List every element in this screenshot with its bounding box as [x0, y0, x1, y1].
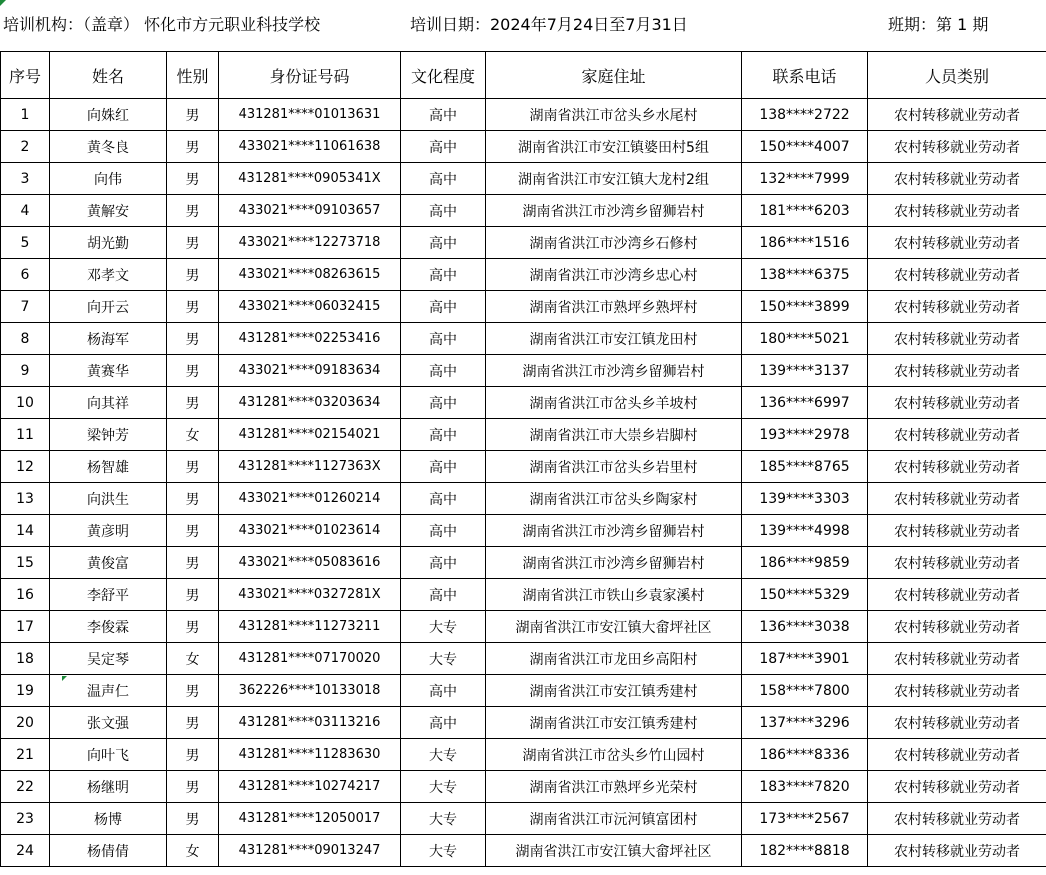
cell-name[interactable]: 李舒平 — [50, 579, 167, 611]
cell-category[interactable]: 农村转移就业劳动者 — [868, 227, 1046, 259]
cell-category[interactable]: 农村转移就业劳动者 — [868, 131, 1046, 163]
cell-phone[interactable]: 150****5329 — [742, 579, 868, 611]
cell-id[interactable]: 431281****1127363X — [219, 451, 401, 483]
cell-education[interactable]: 高中 — [401, 195, 486, 227]
cell-no[interactable]: 11 — [1, 419, 50, 451]
cell-phone[interactable]: 136****3038 — [742, 611, 868, 643]
cell-no[interactable]: 21 — [1, 739, 50, 771]
cell-address[interactable]: 湖南省洪江市岔头乡羊坡村 — [486, 387, 742, 419]
table-row — [1, 483, 1046, 515]
cell-gender[interactable]: 男 — [167, 707, 219, 739]
cell-phone[interactable]: 180****5021 — [742, 323, 868, 355]
cell-id[interactable]: 431281****11273211 — [219, 611, 401, 643]
cell-id[interactable]: 431281****01013631 — [219, 99, 401, 131]
cell-name[interactable]: 胡光勤 — [50, 227, 167, 259]
cell-phone[interactable]: 182****8818 — [742, 835, 868, 867]
cell-no[interactable]: 8 — [1, 323, 50, 355]
cell-name[interactable]: 杨海军 — [50, 323, 167, 355]
cell-comment-marker — [62, 676, 67, 681]
cell-gender[interactable]: 男 — [167, 291, 219, 323]
col-header-address[interactable]: 家庭住址 — [486, 52, 742, 99]
cell-category[interactable]: 农村转移就业劳动者 — [868, 195, 1046, 227]
cell-gender[interactable]: 男 — [167, 675, 219, 707]
cell-category[interactable]: 农村转移就业劳动者 — [868, 643, 1046, 675]
cell-address[interactable]: 湖南省洪江市沙湾乡留狮岩村 — [486, 195, 742, 227]
cell-address[interactable]: 湖南省洪江市大崇乡岩脚村 — [486, 419, 742, 451]
cell-address[interactable]: 湖南省洪江市铁山乡袁家溪村 — [486, 579, 742, 611]
col-header-id[interactable]: 身份证号码 — [219, 52, 401, 99]
cell-education[interactable]: 高中 — [401, 259, 486, 291]
cell-no[interactable]: 3 — [1, 163, 50, 195]
cell-gender[interactable]: 男 — [167, 579, 219, 611]
cell-no[interactable]: 5 — [1, 227, 50, 259]
cell-gender[interactable]: 男 — [167, 483, 219, 515]
cell-education[interactable]: 大专 — [401, 739, 486, 771]
cell-id[interactable]: 431281****0905341X — [219, 163, 401, 195]
cell-no[interactable]: 12 — [1, 451, 50, 483]
cell-gender[interactable]: 男 — [167, 771, 219, 803]
cell-category[interactable]: 农村转移就业劳动者 — [868, 675, 1046, 707]
table-row — [1, 163, 1046, 195]
cell-address[interactable]: 湖南省洪江市龙田乡高阳村 — [486, 643, 742, 675]
table-row — [1, 387, 1046, 419]
cell-name[interactable]: 杨博 — [50, 803, 167, 835]
cell-gender[interactable]: 男 — [167, 515, 219, 547]
table-row — [1, 419, 1046, 451]
cell-address[interactable]: 湖南省洪江市安江镇秀建村 — [486, 675, 742, 707]
cell-category[interactable]: 农村转移就业劳动者 — [868, 611, 1046, 643]
cell-category[interactable]: 农村转移就业劳动者 — [868, 419, 1046, 451]
cell-category[interactable]: 农村转移就业劳动者 — [868, 579, 1046, 611]
cell-phone[interactable]: 186****8336 — [742, 739, 868, 771]
cell-phone[interactable]: 181****6203 — [742, 195, 868, 227]
cell-gender[interactable]: 女 — [167, 419, 219, 451]
cell-phone[interactable]: 138****2722 — [742, 99, 868, 131]
cell-address[interactable]: 湖南省洪江市沙湾乡留狮岩村 — [486, 515, 742, 547]
cell-category[interactable]: 农村转移就业劳动者 — [868, 451, 1046, 483]
col-header-category[interactable]: 人员类别 — [868, 52, 1046, 99]
cell-education[interactable]: 高中 — [401, 451, 486, 483]
training-date: 培训日期：2024年7月24日至7月31日 — [410, 15, 688, 34]
cell-id[interactable]: 433021****06032415 — [219, 291, 401, 323]
cell-category[interactable]: 农村转移就业劳动者 — [868, 291, 1046, 323]
cell-education[interactable]: 高中 — [401, 547, 486, 579]
table-row — [1, 451, 1046, 483]
cell-phone[interactable]: 150****4007 — [742, 131, 868, 163]
cell-no[interactable]: 23 — [1, 803, 50, 835]
cell-phone[interactable]: 139****3303 — [742, 483, 868, 515]
col-header-phone[interactable]: 联系电话 — [742, 52, 868, 99]
cell-category[interactable]: 农村转移就业劳动者 — [868, 547, 1046, 579]
cell-no[interactable]: 13 — [1, 483, 50, 515]
cell-id[interactable]: 433021****0327281X — [219, 579, 401, 611]
cell-gender[interactable]: 男 — [167, 131, 219, 163]
cell-category[interactable]: 农村转移就业劳动者 — [868, 739, 1046, 771]
col-header-education[interactable]: 文化程度 — [401, 52, 486, 99]
cell-gender[interactable]: 男 — [167, 387, 219, 419]
cell-gender[interactable]: 男 — [167, 451, 219, 483]
cell-no[interactable]: 16 — [1, 579, 50, 611]
cell-gender[interactable]: 女 — [167, 835, 219, 867]
cell-gender[interactable]: 男 — [167, 739, 219, 771]
table-row — [1, 675, 1046, 707]
cell-id[interactable]: 362226****10133018 — [219, 675, 401, 707]
cell-education[interactable]: 高中 — [401, 131, 486, 163]
cell-education[interactable]: 高中 — [401, 323, 486, 355]
cell-address[interactable]: 湖南省洪江市沅河镇富团村 — [486, 803, 742, 835]
table-row — [1, 131, 1046, 163]
cell-address[interactable]: 湖南省洪江市岔头乡岩里村 — [486, 451, 742, 483]
table-row — [1, 771, 1046, 803]
cell-education[interactable]: 高中 — [401, 291, 486, 323]
table-row — [1, 515, 1046, 547]
col-header-no[interactable]: 序号 — [1, 52, 50, 99]
table-row — [1, 707, 1046, 739]
table-row — [1, 547, 1046, 579]
cell-id[interactable]: 433021****05083616 — [219, 547, 401, 579]
cell-name[interactable]: 向叶飞 — [50, 739, 167, 771]
sheet-header — [0, 0, 1046, 51]
cell-name[interactable]: 温声仁 — [50, 675, 167, 707]
cell-id[interactable]: 433021****09183634 — [219, 355, 401, 387]
cell-id[interactable]: 431281****02154021 — [219, 419, 401, 451]
cell-education[interactable]: 高中 — [401, 707, 486, 739]
cell-phone[interactable]: 158****7800 — [742, 675, 868, 707]
cell-category[interactable]: 农村转移就业劳动者 — [868, 771, 1046, 803]
table-row — [1, 579, 1046, 611]
cell-no[interactable]: 9 — [1, 355, 50, 387]
cell-education[interactable]: 高中 — [401, 387, 486, 419]
cell-address[interactable]: 湖南省洪江市岔头乡陶家村 — [486, 483, 742, 515]
cell-id[interactable]: 433021****09103657 — [219, 195, 401, 227]
cell-category[interactable]: 农村转移就业劳动者 — [868, 707, 1046, 739]
class-period: 班期：第 1 期 — [888, 15, 989, 34]
cell-education[interactable]: 高中 — [401, 355, 486, 387]
cell-id[interactable]: 431281****11283630 — [219, 739, 401, 771]
cell-phone[interactable]: 186****9859 — [742, 547, 868, 579]
cell-name[interactable]: 李俊霖 — [50, 611, 167, 643]
cell-gender[interactable]: 男 — [167, 99, 219, 131]
cell-category[interactable]: 农村转移就业劳动者 — [868, 323, 1046, 355]
cell-category[interactable]: 农村转移就业劳动者 — [868, 515, 1046, 547]
cell-category[interactable]: 农村转移就业劳动者 — [868, 835, 1046, 867]
cell-no[interactable]: 14 — [1, 515, 50, 547]
cell-category[interactable]: 农村转移就业劳动者 — [868, 259, 1046, 291]
cell-no[interactable]: 15 — [1, 547, 50, 579]
cell-phone[interactable]: 136****6997 — [742, 387, 868, 419]
cell-no[interactable]: 22 — [1, 771, 50, 803]
cell-phone[interactable]: 137****3296 — [742, 707, 868, 739]
cell-address[interactable]: 湖南省洪江市沙湾乡忠心村 — [486, 259, 742, 291]
cell-name[interactable]: 向开云 — [50, 291, 167, 323]
cell-id[interactable]: 433021****11061638 — [219, 131, 401, 163]
cell-name[interactable]: 吴定琴 — [50, 643, 167, 675]
cell-phone[interactable]: 132****7999 — [742, 163, 868, 195]
cell-no[interactable]: 1 — [1, 99, 50, 131]
cell-name[interactable]: 杨智雄 — [50, 451, 167, 483]
cell-phone[interactable]: 138****6375 — [742, 259, 868, 291]
cell-education[interactable]: 高中 — [401, 579, 486, 611]
cell-gender[interactable]: 男 — [167, 611, 219, 643]
table-row — [1, 803, 1046, 835]
table-row — [1, 611, 1046, 643]
training-org: 培训机构：（盖章） 怀化市方元职业科技学校 — [3, 15, 321, 34]
cell-address[interactable]: 湖南省洪江市熟坪乡光荣村 — [486, 771, 742, 803]
cell-education[interactable]: 高中 — [401, 419, 486, 451]
col-header-name[interactable]: 姓名 — [50, 52, 167, 99]
cell-phone[interactable]: 139****3137 — [742, 355, 868, 387]
cell-id[interactable]: 431281****09013247 — [219, 835, 401, 867]
cell-gender[interactable]: 女 — [167, 643, 219, 675]
cell-id[interactable]: 431281****03113216 — [219, 707, 401, 739]
cell-no[interactable]: 18 — [1, 643, 50, 675]
cell-category[interactable]: 农村转移就业劳动者 — [868, 483, 1046, 515]
cell-name[interactable]: 向伟 — [50, 163, 167, 195]
table-row — [1, 739, 1046, 771]
cell-id[interactable]: 433021****08263615 — [219, 259, 401, 291]
cell-phone[interactable]: 186****1516 — [742, 227, 868, 259]
cell-address[interactable]: 湖南省洪江市安江镇大畲坪社区 — [486, 611, 742, 643]
table-row — [1, 291, 1046, 323]
table-row — [1, 323, 1046, 355]
cell-name[interactable]: 向其祥 — [50, 387, 167, 419]
cell-education[interactable]: 大专 — [401, 771, 486, 803]
cell-name[interactable]: 黄赛华 — [50, 355, 167, 387]
cell-gender[interactable]: 男 — [167, 163, 219, 195]
cell-address[interactable]: 湖南省洪江市安江镇大畲坪社区 — [486, 835, 742, 867]
cell-no[interactable]: 2 — [1, 131, 50, 163]
cell-education[interactable]: 大专 — [401, 803, 486, 835]
cell-address[interactable]: 湖南省洪江市安江镇秀建村 — [486, 707, 742, 739]
cell-education[interactable]: 高中 — [401, 675, 486, 707]
table-row — [1, 355, 1046, 387]
table-row — [1, 259, 1046, 291]
cell-education[interactable]: 高中 — [401, 227, 486, 259]
cell-no[interactable]: 7 — [1, 291, 50, 323]
cell-category[interactable]: 农村转移就业劳动者 — [868, 387, 1046, 419]
cell-gender[interactable]: 男 — [167, 323, 219, 355]
cell-name[interactable]: 黄彦明 — [50, 515, 167, 547]
cell-no[interactable]: 6 — [1, 259, 50, 291]
cell-education[interactable]: 高中 — [401, 483, 486, 515]
table-row — [1, 195, 1046, 227]
cell-name[interactable]: 张文强 — [50, 707, 167, 739]
cell-no[interactable]: 17 — [1, 611, 50, 643]
cell-category[interactable]: 农村转移就业劳动者 — [868, 803, 1046, 835]
cell-gender[interactable]: 男 — [167, 195, 219, 227]
cell-id[interactable]: 431281****02253416 — [219, 323, 401, 355]
cell-address[interactable]: 湖南省洪江市安江镇大龙村2组 — [486, 163, 742, 195]
cell-education[interactable]: 大专 — [401, 611, 486, 643]
cell-address[interactable]: 湖南省洪江市岔头乡水尾村 — [486, 99, 742, 131]
cell-phone[interactable]: 187****3901 — [742, 643, 868, 675]
cell-no[interactable]: 20 — [1, 707, 50, 739]
cell-id[interactable]: 431281****03203634 — [219, 387, 401, 419]
col-header-gender[interactable]: 性别 — [167, 52, 219, 99]
table-row — [1, 227, 1046, 259]
cell-name[interactable]: 黄冬良 — [50, 131, 167, 163]
table-row — [1, 835, 1046, 867]
cell-name[interactable]: 黄俊富 — [50, 547, 167, 579]
cell-phone[interactable]: 193****2978 — [742, 419, 868, 451]
cell-name[interactable]: 向姝红 — [50, 99, 167, 131]
table-row — [1, 643, 1046, 675]
cell-education[interactable]: 大专 — [401, 643, 486, 675]
cell-phone[interactable]: 173****2567 — [742, 803, 868, 835]
cell-no[interactable]: 24 — [1, 835, 50, 867]
cell-address[interactable]: 湖南省洪江市沙湾乡留狮岩村 — [486, 355, 742, 387]
cell-address[interactable]: 湖南省洪江市安江镇婆田村5组 — [486, 131, 742, 163]
trainee-table — [0, 51, 1046, 867]
cell-address[interactable]: 湖南省洪江市熟坪乡熟坪村 — [486, 291, 742, 323]
cell-phone[interactable]: 139****4998 — [742, 515, 868, 547]
cell-category[interactable]: 农村转移就业劳动者 — [868, 355, 1046, 387]
cell-id[interactable]: 433021****01023614 — [219, 515, 401, 547]
cell-gender[interactable]: 男 — [167, 355, 219, 387]
cell-education[interactable]: 高中 — [401, 163, 486, 195]
cell-no[interactable]: 19 — [1, 675, 50, 707]
cell-address[interactable]: 湖南省洪江市沙湾乡石修村 — [486, 227, 742, 259]
cell-address[interactable]: 湖南省洪江市岔头乡竹山园村 — [486, 739, 742, 771]
cell-gender[interactable]: 男 — [167, 259, 219, 291]
cell-education[interactable]: 高中 — [401, 515, 486, 547]
cell-phone[interactable]: 183****7820 — [742, 771, 868, 803]
cell-name[interactable]: 向洪生 — [50, 483, 167, 515]
cell-id[interactable]: 433021****12273718 — [219, 227, 401, 259]
cell-gender[interactable]: 男 — [167, 227, 219, 259]
cell-id[interactable]: 431281****10274217 — [219, 771, 401, 803]
cell-name[interactable]: 梁钟芳 — [50, 419, 167, 451]
cell-address[interactable]: 湖南省洪江市安江镇龙田村 — [486, 323, 742, 355]
table-row — [1, 99, 1046, 131]
cell-name[interactable]: 杨继明 — [50, 771, 167, 803]
cell-phone[interactable]: 185****8765 — [742, 451, 868, 483]
cell-name[interactable]: 杨倩倩 — [50, 835, 167, 867]
header-row — [1, 52, 1046, 99]
cell-id[interactable]: 431281****12050017 — [219, 803, 401, 835]
cell-education[interactable]: 大专 — [401, 835, 486, 867]
cell-phone[interactable]: 150****3899 — [742, 291, 868, 323]
cell-gender[interactable]: 男 — [167, 803, 219, 835]
cell-category[interactable]: 农村转移就业劳动者 — [868, 99, 1046, 131]
cell-category[interactable]: 农村转移就业劳动者 — [868, 163, 1046, 195]
cell-no[interactable]: 10 — [1, 387, 50, 419]
cell-id[interactable]: 433021****01260214 — [219, 483, 401, 515]
cell-id[interactable]: 431281****07170020 — [219, 643, 401, 675]
cell-address[interactable]: 湖南省洪江市沙湾乡留狮岩村 — [486, 547, 742, 579]
cell-gender[interactable]: 男 — [167, 547, 219, 579]
cell-name[interactable]: 邓孝文 — [50, 259, 167, 291]
cell-no[interactable]: 4 — [1, 195, 50, 227]
cell-education[interactable]: 高中 — [401, 99, 486, 131]
cell-name[interactable]: 黄解安 — [50, 195, 167, 227]
